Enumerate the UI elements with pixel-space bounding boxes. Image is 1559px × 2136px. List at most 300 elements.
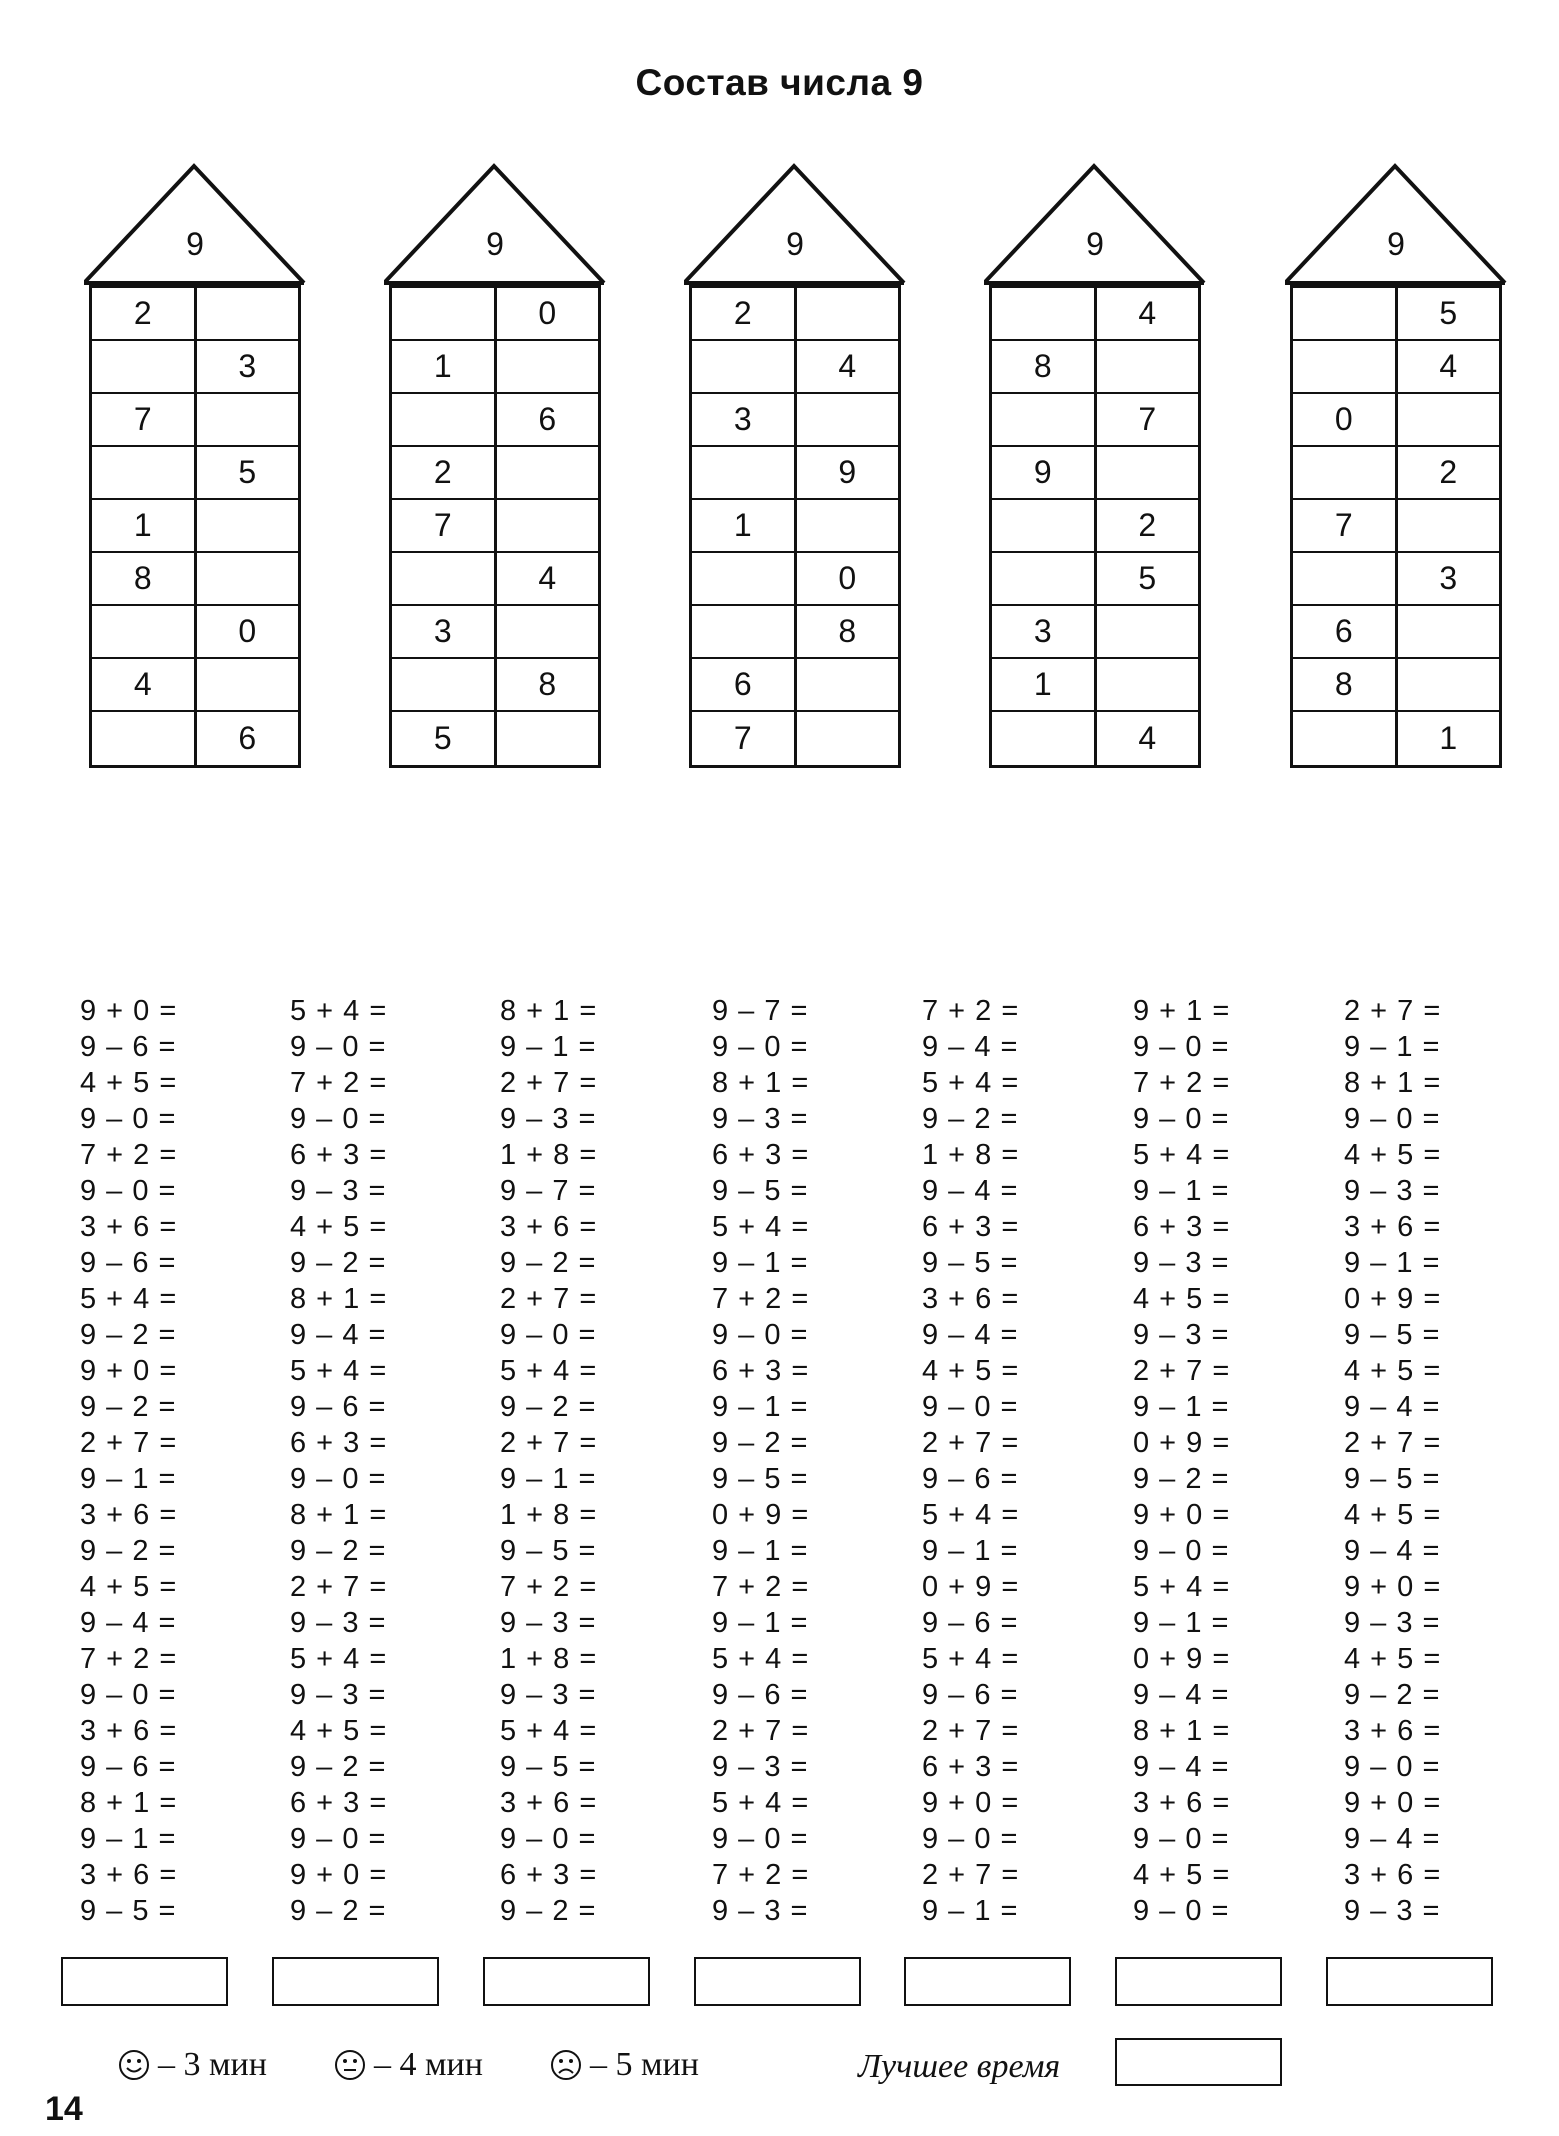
equation: 9 – 1 = [712,1535,809,1567]
house-grid [389,285,601,768]
house-cell-left: 7 [1293,500,1398,551]
house-cell-right[interactable] [197,659,299,710]
house-cell-right[interactable] [797,712,899,765]
house-row [92,500,298,553]
equation: 9 – 1 = [1133,1391,1230,1423]
equation: 9 – 0 = [1133,1031,1230,1063]
roof-number: 9 [486,226,504,262]
house-row [692,447,898,500]
equation: 9 – 4 = [290,1319,387,1351]
legend-neutral-text: – 4 мин [374,2046,483,2083]
equation: 9 – 4 = [1344,1823,1441,1855]
equation: 9 – 2 = [290,1895,387,1927]
house-cell-left[interactable] [392,553,497,604]
roof-number: 9 [1387,226,1405,262]
equation: 2 + 7 = [500,1067,598,1099]
equation: 4 + 5 = [1344,1499,1442,1531]
house-cell-right[interactable] [797,288,899,339]
equation: 1 + 8 = [500,1499,598,1531]
equation: 3 + 6 = [1344,1211,1442,1243]
equation: 9 – 6 = [290,1391,387,1423]
equation: 4 + 5 = [1344,1643,1442,1675]
time-answer-box[interactable] [1115,1957,1282,2006]
equation: 9 – 0 = [80,1175,177,1207]
equation: 7 + 2 = [290,1067,388,1099]
smile-face-icon [118,2049,150,2081]
house-cell-right: 7 [1138,401,1157,437]
equation: 9 – 2 = [80,1391,177,1423]
house-cell-right[interactable] [497,606,599,657]
equation: 7 + 2 = [500,1571,598,1603]
house-cell-right: 6 [538,401,557,437]
house-roof [384,162,606,285]
equation: 9 – 4 = [922,1319,1019,1351]
equation: 9 + 1 = [1133,995,1231,1027]
house-row [392,394,598,447]
equation: 9 – 0 = [1344,1751,1441,1783]
house-cell-right: 2 [1439,454,1458,490]
equation: 5 + 4 = [712,1787,810,1819]
house-row [692,288,898,341]
house-grid [89,285,301,768]
equation: 3 + 6 = [500,1211,598,1243]
house-cell-right: 3 [238,348,257,384]
equation: 9 – 1 = [712,1391,809,1423]
equation: 9 – 3 = [1344,1175,1441,1207]
equation: 4 + 5 = [1344,1139,1442,1171]
equation: 5 + 4 = [290,995,388,1027]
equation: 9 – 5 = [712,1175,809,1207]
equation: 6 + 3 = [1133,1211,1231,1243]
house-row [392,606,598,659]
equation: 5 + 4 = [922,1499,1020,1531]
house [84,162,306,768]
house-cell-right: 6 [238,720,257,756]
equation: 9 – 5 = [1344,1319,1441,1351]
equation: 9 – 0 = [290,1031,387,1063]
equation: 5 + 4 = [80,1283,178,1315]
house-cell-left[interactable] [992,394,1097,445]
house-cell-left[interactable] [692,553,797,604]
equation: 9 – 6 = [712,1679,809,1711]
house-row [392,447,598,500]
house-cell-left: 6 [692,659,797,710]
house-row [92,288,298,341]
equation: 2 + 7 = [712,1715,810,1747]
equation: 9 – 2 = [922,1103,1019,1135]
house-row [1293,394,1499,447]
equation: 9 – 2 = [290,1535,387,1567]
house-row [692,659,898,712]
house-cell-left: 3 [392,606,497,657]
equation: 4 + 5 = [80,1067,178,1099]
equation: 9 – 3 = [500,1607,597,1639]
house-cell-right[interactable] [197,553,299,604]
house-row [392,553,598,606]
house-cell-right[interactable] [497,447,599,498]
house-row [1293,341,1499,394]
house-cell-left: 2 [92,288,197,339]
equation: 9 – 3 = [290,1175,387,1207]
equation: 9 – 0 = [80,1103,177,1135]
equation: 9 – 1 = [1133,1175,1230,1207]
house-row [992,288,1198,341]
house-row [92,606,298,659]
equation: 6 + 3 = [922,1211,1020,1243]
house-cell-left: 6 [1293,606,1398,657]
equation: 9 – 3 = [1344,1895,1441,1927]
equation: 8 + 1 = [80,1787,178,1819]
equation: 5 + 4 = [922,1067,1020,1099]
house-cell-right: 4 [1138,720,1157,756]
equation: 0 + 9 = [1344,1283,1442,1315]
house-cell-left: 7 [92,394,197,445]
house-cell-left[interactable] [992,500,1097,551]
equation: 5 + 4 = [290,1643,388,1675]
house-cell-left: 1 [692,500,797,551]
equation: 9 – 1 = [1133,1607,1230,1639]
equation: 9 – 5 = [1344,1463,1441,1495]
house-cell-left[interactable] [1293,341,1398,392]
house-row [1293,447,1499,500]
house-row [992,712,1198,765]
legend-smile [118,2045,267,2085]
house-row [992,500,1198,553]
equation: 2 + 7 = [1133,1355,1231,1387]
roof-number: 9 [186,226,204,262]
equation: 9 – 2 = [80,1535,177,1567]
equation: 9 – 0 = [500,1319,597,1351]
equation: 2 + 7 = [1344,1427,1442,1459]
house-cell-left[interactable] [1293,288,1398,339]
equation: 9 – 0 = [712,1823,809,1855]
equation: 9 – 2 = [290,1247,387,1279]
equation-column [922,993,1112,1929]
house-cell-right[interactable] [197,288,299,339]
equation: 4 + 5 = [290,1715,388,1747]
house-roof [1285,162,1507,285]
neutral-face-icon [334,2049,366,2081]
equation: 8 + 1 = [1133,1715,1231,1747]
house-row [92,394,298,447]
equation: 3 + 6 = [80,1499,178,1531]
equation: 9 – 1 = [922,1895,1019,1927]
house-cell-left[interactable] [692,606,797,657]
house-cell-left[interactable] [392,394,497,445]
equation: 5 + 4 = [500,1715,598,1747]
house-cell-right: 5 [1138,560,1157,596]
equation: 1 + 8 = [500,1643,598,1675]
equation: 7 + 2 = [1133,1067,1231,1099]
legend-neutral [334,2045,483,2085]
equation: 9 – 7 = [712,995,809,1027]
house-cell-right[interactable] [1398,606,1500,657]
equation: 9 – 3 = [1344,1607,1441,1639]
house-cell-left[interactable] [1293,553,1398,604]
equation: 7 + 2 = [712,1283,810,1315]
house-row [92,447,298,500]
house-cell-right[interactable] [797,394,899,445]
house-row [1293,659,1499,712]
equation: 8 + 1 = [500,995,598,1027]
equation: 9 – 0 = [500,1823,597,1855]
equation: 9 – 0 = [1133,1895,1230,1927]
equation: 3 + 6 = [1344,1859,1442,1891]
equation: 2 + 7 = [290,1571,388,1603]
time-answer-box[interactable] [61,1957,228,2006]
time-answer-box[interactable] [483,1957,650,2006]
equation: 9 – 3 = [500,1679,597,1711]
equation: 9 – 1 = [1344,1247,1441,1279]
equation: 9 – 0 = [712,1031,809,1063]
house-row [1293,288,1499,341]
house-cell-left[interactable] [92,447,197,498]
house-cell-left[interactable] [992,553,1097,604]
house-row [692,500,898,553]
equation: 9 – 2 = [290,1751,387,1783]
house-roof [684,162,906,285]
house-cell-right[interactable] [1398,394,1500,445]
equation: 9 – 0 = [290,1463,387,1495]
house-cell-left: 0 [1293,394,1398,445]
house-row [1293,500,1499,553]
house-cell-right: 8 [538,666,557,702]
equation: 9 – 2 = [500,1391,597,1423]
house-cell-left: 8 [92,553,197,604]
equation: 9 – 6 = [80,1751,177,1783]
house-row [92,659,298,712]
house-cell-right: 5 [238,454,257,490]
house-row [392,712,598,765]
house-cell-left: 1 [992,659,1097,710]
house-row [392,341,598,394]
equation: 9 + 0 = [290,1859,388,1891]
house-cell-right[interactable] [1097,447,1199,498]
house-cell-left[interactable] [692,341,797,392]
equation: 9 – 0 = [922,1823,1019,1855]
legend-sad-text: – 5 мин [590,2046,699,2083]
equation: 9 – 1 = [500,1031,597,1063]
house-cell-left: 2 [392,447,497,498]
equation: 9 – 0 = [1133,1535,1230,1567]
equation: 2 + 7 = [1344,995,1442,1027]
equation: 9 – 3 = [290,1607,387,1639]
house-cell-left[interactable] [1293,712,1398,765]
house-cell-right[interactable] [497,500,599,551]
house-cell-left: 5 [392,712,497,765]
house-row [692,394,898,447]
equation: 8 + 1 = [290,1283,388,1315]
house-cell-right: 0 [238,613,257,649]
house-cell-right: 4 [1439,348,1458,384]
equation: 0 + 9 = [1133,1427,1231,1459]
house-cell-left: 8 [992,341,1097,392]
equation: 9 – 1 = [80,1823,177,1855]
house-cell-right: 3 [1439,560,1458,596]
house-row [692,606,898,659]
house-cell-right: 0 [538,295,557,331]
house-cell-right[interactable] [1097,606,1199,657]
house-cell-left: 1 [392,341,497,392]
equation: 9 – 5 = [500,1535,597,1567]
equation: 4 + 5 = [290,1211,388,1243]
equation: 9 – 1 = [500,1463,597,1495]
equation: 3 + 6 = [1344,1715,1442,1747]
equation: 1 + 8 = [500,1139,598,1171]
equation: 9 – 6 = [922,1463,1019,1495]
house-cell-right[interactable] [1398,500,1500,551]
equation: 4 + 5 = [1133,1859,1231,1891]
equation: 9 – 0 = [1133,1823,1230,1855]
equation: 9 – 0 = [290,1823,387,1855]
equation: 5 + 4 = [712,1211,810,1243]
equation: 2 + 7 = [922,1715,1020,1747]
equation-column [290,993,480,1929]
house-grid [1290,285,1502,768]
equation: 0 + 9 = [712,1499,810,1531]
house-row [1293,553,1499,606]
house-cell-left[interactable] [1293,447,1398,498]
equation-column [1133,993,1323,1929]
house-cell-left[interactable] [992,288,1097,339]
equation: 0 + 9 = [922,1571,1020,1603]
equation: 7 + 2 = [712,1571,810,1603]
equation-column [80,993,270,1929]
equation: 1 + 8 = [922,1139,1020,1171]
house-cell-left[interactable] [92,341,197,392]
equation: 2 + 7 = [922,1427,1020,1459]
house-row [1293,606,1499,659]
equation: 7 + 2 = [922,995,1020,1027]
equation: 9 – 0 = [1133,1103,1230,1135]
equation: 5 + 4 = [1133,1139,1231,1171]
house-row [92,341,298,394]
equation: 9 – 3 = [500,1103,597,1135]
equation: 9 – 6 = [80,1247,177,1279]
house-cell-right[interactable] [197,500,299,551]
equation: 9 – 2 = [1133,1463,1230,1495]
house [1285,162,1507,768]
house [384,162,606,768]
equation: 4 + 5 = [80,1571,178,1603]
time-answer-box[interactable] [272,1957,439,2006]
house-cell-left: 7 [392,500,497,551]
house-cell-left[interactable] [92,712,197,765]
equation: 3 + 6 = [1133,1787,1231,1819]
house-cell-right[interactable] [197,394,299,445]
house-cell-right: 9 [838,454,857,490]
house-cell-left[interactable] [92,606,197,657]
equation: 6 + 3 = [290,1427,388,1459]
house-cell-left[interactable] [692,447,797,498]
equation: 9 – 1 = [712,1607,809,1639]
equation: 9 + 0 = [922,1787,1020,1819]
house-row [992,606,1198,659]
house-cell-right[interactable] [1398,659,1500,710]
house-roof [984,162,1206,285]
house-grid [989,285,1201,768]
house-row [692,341,898,394]
equation: 9 – 4 = [1344,1391,1441,1423]
equation: 9 – 5 = [922,1247,1019,1279]
page-title: Состав числа 9 [635,62,924,103]
house-row [92,712,298,765]
house-row [992,659,1198,712]
equation: 5 + 4 = [290,1355,388,1387]
equation: 3 + 6 = [922,1283,1020,1315]
time-answer-box[interactable] [1326,1957,1493,2006]
equation: 9 – 4 = [922,1175,1019,1207]
equation: 3 + 6 = [80,1859,178,1891]
equation: 9 – 1 = [712,1247,809,1279]
house-grid [689,285,901,768]
equation: 9 – 0 = [712,1319,809,1351]
equation: 9 – 1 = [1344,1031,1441,1063]
equation: 6 + 3 = [712,1355,810,1387]
equation: 9 – 4 = [1344,1535,1441,1567]
house-cell-left: 1 [92,500,197,551]
equation: 9 – 2 = [80,1319,177,1351]
house-cell-left: 4 [92,659,197,710]
equation: 9 – 5 = [80,1895,177,1927]
equation: 9 – 0 = [1344,1103,1441,1135]
equation: 3 + 6 = [80,1211,178,1243]
house-cell-left[interactable] [392,659,497,710]
equation: 9 – 0 = [290,1103,387,1135]
house-cell-right[interactable] [497,341,599,392]
equation: 6 + 3 = [290,1139,388,1171]
equation: 7 + 2 = [80,1643,178,1675]
time-answer-box[interactable] [904,1957,1071,2006]
equation: 7 + 2 = [80,1139,178,1171]
equation: 9 – 3 = [1133,1247,1230,1279]
house-cell-left[interactable] [392,288,497,339]
house-cell-left: 9 [992,447,1097,498]
equation: 9 – 3 = [290,1679,387,1711]
equation: 8 + 1 = [290,1499,388,1531]
house-cell-right[interactable] [797,500,899,551]
house-row [692,712,898,765]
equation-column [1344,993,1534,1929]
house-cell-left[interactable] [992,712,1097,765]
house-cell-right[interactable] [797,659,899,710]
equation: 7 + 2 = [712,1859,810,1891]
equation: 9 – 6 = [922,1679,1019,1711]
equation: 9 – 6 = [922,1607,1019,1639]
equation: 2 + 7 = [922,1859,1020,1891]
house-cell-left: 2 [692,288,797,339]
house-cell-right[interactable] [1097,341,1199,392]
equation: 4 + 5 = [1344,1355,1442,1387]
equation: 6 + 3 = [290,1787,388,1819]
sad-face-icon [550,2049,582,2081]
house-cell-left: 7 [692,712,797,765]
equation: 9 – 5 = [500,1751,597,1783]
equation: 9 + 0 = [1344,1571,1442,1603]
house-cell-right: 4 [1138,295,1157,331]
best-time-label: Лучшее время [858,2048,1061,2085]
house-cell-right[interactable] [497,712,599,765]
house-cell-right[interactable] [1097,659,1199,710]
equation: 9 – 5 = [712,1463,809,1495]
equation: 9 – 1 = [80,1463,177,1495]
time-answer-box[interactable] [694,1957,861,2006]
equation: 9 – 4 = [1133,1679,1230,1711]
house-row [392,500,598,553]
equation-column [500,993,690,1929]
best-time-box[interactable] [1115,2038,1282,2086]
house-cell-left: 3 [692,394,797,445]
